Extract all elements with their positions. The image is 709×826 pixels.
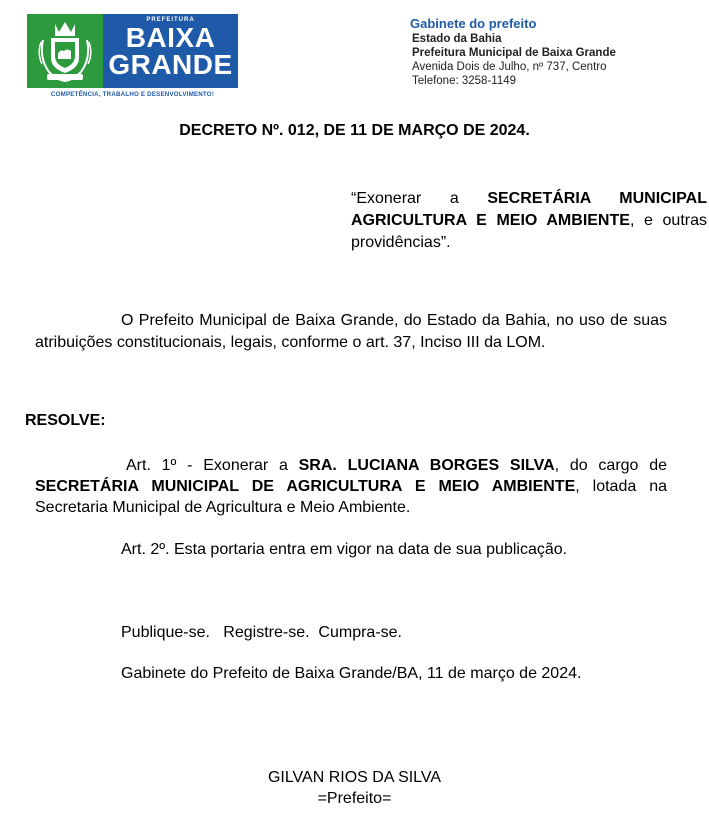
resolve-heading: RESOLVE: [25, 412, 106, 429]
signatory-role: =Prefeito= [317, 790, 392, 807]
decree-summary [351, 188, 707, 254]
art1-name: SRA. LUCIANA BORGES SILVA [298, 457, 555, 474]
logo-word-grande: GRANDE [108, 49, 233, 80]
art1-position: SECRETÁRIA MUNICIPAL DE AGRICULTURA E MEIO AMBIENTE [35, 478, 576, 495]
summary-post: , e outras providências”. [351, 212, 707, 251]
phone-line: Telefone: 3258-1149 [412, 75, 517, 87]
logo-wordmark [103, 14, 238, 88]
prefecture-logo [27, 14, 238, 101]
office-title: Gabinete do prefeito [410, 16, 537, 31]
summary-bold: SECRETÁRIA MUNICIPAL AGRICULTURA E MEIO AMBIENTE [351, 190, 707, 229]
signatory-name: GILVAN RIOS DA SILVA [267, 769, 442, 786]
art1-post: , lotada na Secretaria Municipal de Agricultura e Meio Ambiente. [35, 478, 667, 516]
prefecture-line: Prefeitura Municipal de Baixa Grande [412, 47, 616, 59]
art1-mid: , do cargo de [554, 457, 668, 474]
article-2: Art. 2º. Esta portaria entra em vigor na data de sua publicação. [121, 541, 568, 558]
preamble-paragraph: O Prefeito Municipal de Baixa Grande, do Estado da Bahia, no uso de suas atribuições constitucionais, legais, conforme o art. 37, Inciso III da LOM. [35, 312, 667, 351]
art1-pre: Art. 1º - Exonerar a [126, 457, 299, 474]
state-line: Estado da Bahia [412, 33, 502, 45]
place-date: Gabinete do Prefeito de Baixa Grande/BA, 11 de março de 2024. [121, 665, 582, 682]
address-line: Avenida Dois de Julho, nº 737, Centro [412, 61, 607, 73]
coat-of-arms-icon [27, 14, 103, 88]
logo-prefeitura-label: PREFEITURA [146, 17, 195, 23]
logo-slogan: COMPETÊNCIA, TRABALHO E DESENVOLVIMENTO! [50, 91, 215, 98]
publish-line: Publique-se. Registre-se. Cumpra-se. [121, 624, 402, 641]
article-1 [35, 455, 667, 518]
logo-word-baixa: BAIXA [125, 22, 216, 53]
summary-pre: “Exonerar a [351, 190, 488, 207]
decree-title: DECRETO Nº. 012, DE 11 DE MARÇO DE 2024. [179, 122, 530, 139]
